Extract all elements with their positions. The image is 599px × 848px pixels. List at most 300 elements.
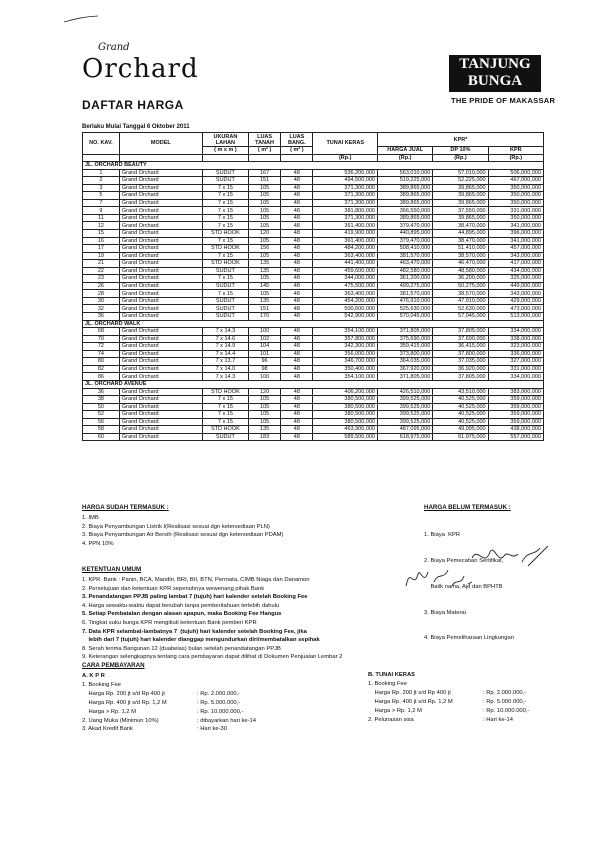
- table-row: [83, 388, 544, 396]
- cash-price: 371,300,000: [313, 192, 378, 200]
- section-title: JL. ORCHARD WALK: [83, 320, 544, 328]
- building-area: 48: [281, 335, 313, 343]
- table-row: [83, 418, 544, 426]
- payment-label: 2. Pelunasan sisa: [368, 716, 414, 723]
- land-area: 167: [248, 169, 280, 177]
- sale-price: 618,975,000: [378, 433, 433, 441]
- kav-number: 82: [83, 365, 120, 373]
- kav-number: 11: [83, 214, 120, 222]
- land-size: SUDUT: [202, 313, 248, 321]
- model-name: Grand Orchard: [119, 184, 202, 192]
- cash-price: 350,400,000: [313, 365, 378, 373]
- kpr-amount: 350,000,000: [488, 214, 543, 222]
- land-size: 7 x 13.7: [202, 358, 248, 366]
- kpr-amount: 457,000,000: [488, 245, 543, 253]
- sale-price: 389,865,000: [378, 192, 433, 200]
- sale-price: 508,410,000: [378, 245, 433, 253]
- payment-label: 1. Booking Fee: [82, 681, 121, 688]
- unit-bang: ( m² ): [281, 147, 313, 155]
- excluded-item: 1. Biaya KPR: [424, 532, 461, 539]
- kav-number: 16: [83, 237, 120, 245]
- model-name: Grand Orchard: [119, 207, 202, 215]
- building-area: 48: [281, 237, 313, 245]
- cash-price: 361,400,000: [313, 222, 378, 230]
- kav-number: 1: [83, 169, 120, 177]
- kav-number: 12: [83, 222, 120, 230]
- down-payment: 40,525,000: [433, 403, 488, 411]
- payment-label: Harga Rp. 400 jt s/d Rp. 1,2 M: [368, 698, 453, 705]
- building-area: 48: [281, 365, 313, 373]
- down-payment: 48,580,000: [433, 267, 488, 275]
- land-area: 105: [248, 411, 280, 419]
- model-name: Grand Orchard: [119, 267, 202, 275]
- included-item: 2. Biaya Penyambungan Listrik I(Realisasi sesuai dgn ketersediaan PLN): [82, 523, 270, 530]
- down-payment: 38,470,000: [433, 237, 488, 245]
- land-area: 120: [248, 230, 280, 238]
- kav-number: 26: [83, 282, 120, 290]
- kpr-amount: 359,000,000: [488, 418, 543, 426]
- model-name: Grand Orchard: [119, 169, 202, 177]
- terms-item: 6. Tingkat suku bunga KPR mengikuti ketentuan Bank pemberi KPR: [82, 619, 257, 626]
- down-payment: 38,570,000: [433, 290, 488, 298]
- cash-price: 589,500,000: [313, 433, 378, 441]
- payment-label: Harga Rp. 400 jt s/d Rp. 1,2 M: [82, 699, 167, 706]
- table-row: [83, 260, 544, 268]
- kpr-amount: 350,000,000: [488, 192, 543, 200]
- kpr-amount: 359,000,000: [488, 411, 543, 419]
- land-area: 105: [248, 237, 280, 245]
- header-luas-tanah: LUAS TANAH: [248, 133, 280, 147]
- kav-number: 60: [83, 433, 120, 441]
- included-item: 3. Biaya Penyambungan Air Bersih (Realisasi sesuai dgn ketersediaan PDAM): [82, 532, 284, 539]
- cash-price: 484,200,000: [313, 245, 378, 253]
- land-area: 105: [248, 403, 280, 411]
- payment-value: : Rp. 2.000.000,-: [483, 689, 527, 696]
- kav-number: 21: [83, 260, 120, 268]
- terms-item: 8. Serah terima Bangunan 12 (duabelas) bulan setelah penandatangan PPJB: [82, 645, 281, 652]
- header-no-kav: NO. KAV.: [83, 133, 120, 155]
- sale-price: 399,525,000: [378, 396, 433, 404]
- model-name: Grand Orchard: [119, 199, 202, 207]
- payment-line: [82, 708, 362, 717]
- down-payment: 61,975,000: [433, 433, 488, 441]
- payment-value: : Rp. 5.000.000,-: [197, 699, 241, 706]
- land-size: SUDUT: [202, 177, 248, 185]
- table-row: [83, 252, 544, 260]
- down-payment: 49,095,000: [433, 426, 488, 434]
- payment-label: Harga Rp. 200 jt s/d Rp 400 jt: [82, 690, 165, 697]
- kpr-amount: 343,000,000: [488, 290, 543, 298]
- table-row: [83, 365, 544, 373]
- kpr-amount: 429,000,000: [488, 297, 543, 305]
- model-name: Grand Orchard: [119, 245, 202, 253]
- sale-price: 375,690,000: [378, 335, 433, 343]
- sale-price: 426,510,000: [378, 388, 433, 396]
- kav-number: 36: [83, 313, 120, 321]
- land-area: 151: [248, 305, 280, 313]
- down-payment: 40,525,000: [433, 396, 488, 404]
- sale-price: 367,920,000: [378, 365, 433, 373]
- model-name: Grand Orchard: [119, 411, 202, 419]
- land-size: STD HOOK: [202, 260, 248, 268]
- kav-number: 52: [83, 411, 120, 419]
- developer-logo: [449, 55, 541, 92]
- excluded-item: 3. Biaya Materai: [424, 609, 466, 616]
- section-title: JL. ORCHARD BEAUTY: [83, 162, 544, 170]
- table-row: [83, 373, 544, 381]
- kpr-amount: 331,000,000: [488, 365, 543, 373]
- sale-price: 379,470,000: [378, 222, 433, 230]
- terms-item: 2. Persetujuan dan ketentuan KPR sepenuhnya wewenang pihak Bank: [82, 585, 265, 592]
- building-area: 48: [281, 305, 313, 313]
- down-payment: 52,630,000: [433, 305, 488, 313]
- building-area: 48: [281, 275, 313, 283]
- cash-price: 346,700,000: [313, 358, 378, 366]
- header-tunai-keras: TUNAI KERAS: [313, 133, 378, 155]
- cash-price: 380,500,000: [313, 411, 378, 419]
- model-name: Grand Orchard: [119, 403, 202, 411]
- header-harga-jual: HARGA JUAL: [378, 147, 433, 155]
- land-size: 7 x 14.0: [202, 365, 248, 373]
- building-area: 48: [281, 252, 313, 260]
- land-size: STD HOOK: [202, 388, 248, 396]
- sale-price: 371,805,000: [378, 328, 433, 336]
- kpr-amount: 434,000,000: [488, 267, 543, 275]
- table-row: [83, 169, 544, 177]
- payment-value: : dibayarkan hari ke-14: [197, 717, 256, 724]
- model-name: Grand Orchard: [119, 365, 202, 373]
- table-row: [83, 313, 544, 321]
- cash-price: 357,800,000: [313, 335, 378, 343]
- header-kpr: KPR*: [378, 133, 544, 147]
- kav-number: 7: [83, 199, 120, 207]
- kav-number: 23: [83, 275, 120, 283]
- sale-price: 482,580,000: [378, 267, 433, 275]
- kav-number: 28: [83, 290, 120, 298]
- land-size: SUDUT: [202, 282, 248, 290]
- building-area: 48: [281, 290, 313, 298]
- kpr-amount: 557,000,000: [488, 433, 543, 441]
- land-size: SUDUT: [202, 305, 248, 313]
- kav-number: 17: [83, 245, 120, 253]
- table-row: [83, 230, 544, 238]
- land-size: SUDUT: [202, 267, 248, 275]
- sale-price: 440,895,000: [378, 230, 433, 238]
- kav-number: 5: [83, 192, 120, 200]
- building-area: 48: [281, 350, 313, 358]
- land-size: SUDUT: [202, 433, 248, 441]
- payment-value: : Rp. 10.000.000,-: [197, 708, 244, 715]
- terms-item: 5. Setiap Pembatalan dengan alasan apapun, maka Booking Fee Hangus: [82, 611, 282, 618]
- sale-price: 381,570,000: [378, 290, 433, 298]
- kav-number: 70: [83, 335, 120, 343]
- land-area: 105: [248, 290, 280, 298]
- payment-value: : Rp. 2.000.000,-: [197, 690, 241, 697]
- model-name: Grand Orchard: [119, 275, 202, 283]
- section-row: [83, 380, 544, 388]
- land-size: 7 x 15: [202, 411, 248, 419]
- sale-price: 366,550,000: [378, 207, 433, 215]
- payment-label: Harga Rp. 200 jt s/d Rp 400 jt: [368, 689, 451, 696]
- unit-rp-kpr: (Rp.): [488, 154, 543, 162]
- payment-kpr-title: A. K P R: [82, 673, 105, 679]
- payment-value: : Hari ke-14: [483, 716, 513, 723]
- down-payment: 39,865,000: [433, 214, 488, 222]
- down-payment: 37,035,000: [433, 358, 488, 366]
- table-row: [83, 403, 544, 411]
- land-area: 151: [248, 177, 280, 185]
- terms-item: 7. Data KPR selambat-lambatnya 7 (tujuh) hari kalender setelah Booking Fee, jika: [82, 628, 307, 635]
- model-name: Grand Orchard: [119, 426, 202, 434]
- payment-line: [368, 680, 568, 689]
- land-area: 183: [248, 433, 280, 441]
- unit-tanah: ( m² ): [248, 147, 280, 155]
- cash-price: 380,500,000: [313, 403, 378, 411]
- cash-price: 459,600,000: [313, 267, 378, 275]
- land-area: 135: [248, 267, 280, 275]
- kpr-amount: 327,000,000: [488, 358, 543, 366]
- kpr-amount: 467,000,000: [488, 177, 543, 185]
- model-name: Grand Orchard: [119, 305, 202, 313]
- kpr-amount: 334,000,000: [488, 373, 543, 381]
- building-area: 48: [281, 403, 313, 411]
- table-row: [83, 275, 544, 283]
- kav-number: 32: [83, 305, 120, 313]
- sale-price: 371,805,000: [378, 373, 433, 381]
- land-size: 7 x 14.6: [202, 335, 248, 343]
- land-area: 145: [248, 282, 280, 290]
- brand-grand: Grand: [98, 42, 130, 53]
- table-row: [83, 335, 544, 343]
- cash-price: 454,200,000: [313, 297, 378, 305]
- table-row: [83, 297, 544, 305]
- building-area: 48: [281, 313, 313, 321]
- sale-price: 563,010,000: [378, 169, 433, 177]
- kpr-amount: 343,000,000: [488, 252, 543, 260]
- payment-cash-title: B. TUNAI KERAS: [368, 672, 416, 678]
- down-payment: 57,045,000: [433, 313, 488, 321]
- building-area: 48: [281, 184, 313, 192]
- land-size: SUDUT: [202, 297, 248, 305]
- model-name: Grand Orchard: [119, 388, 202, 396]
- model-name: Grand Orchard: [119, 358, 202, 366]
- payment-line: [368, 698, 568, 707]
- unit-rp-harga: (Rp.): [378, 154, 433, 162]
- table-row: [83, 305, 544, 313]
- building-area: 48: [281, 199, 313, 207]
- sale-price: 476,910,000: [378, 297, 433, 305]
- down-payment: 50,275,000: [433, 282, 488, 290]
- table-row: [83, 426, 544, 434]
- brand-orchard: Orchard: [82, 54, 199, 84]
- included-section: [82, 504, 382, 548]
- land-area: 100: [248, 373, 280, 381]
- down-payment: 37,805,000: [433, 328, 488, 336]
- sale-price: 463,470,000: [378, 260, 433, 268]
- kav-number: 15: [83, 230, 120, 238]
- down-payment: 40,525,000: [433, 418, 488, 426]
- down-payment: 39,865,000: [433, 199, 488, 207]
- model-name: Grand Orchard: [119, 343, 202, 351]
- building-area: 48: [281, 169, 313, 177]
- cash-price: 381,800,000: [313, 207, 378, 215]
- down-payment: 46,470,000: [433, 260, 488, 268]
- down-payment: 36,200,000: [433, 275, 488, 283]
- kpr-amount: 506,000,000: [488, 169, 543, 177]
- sale-price: 525,630,000: [378, 305, 433, 313]
- land-size: 7 x 15: [202, 199, 248, 207]
- cash-price: 463,900,000: [313, 426, 378, 434]
- land-area: 105: [248, 199, 280, 207]
- land-size: 7 x 15: [202, 184, 248, 192]
- building-area: 48: [281, 396, 313, 404]
- sale-price: 389,865,000: [378, 214, 433, 222]
- cash-price: 361,400,000: [313, 237, 378, 245]
- model-name: Grand Orchard: [119, 418, 202, 426]
- header-ukuran-lahan: UKURAN LAHAN: [202, 133, 248, 147]
- kpr-amount: 350,000,000: [488, 184, 543, 192]
- building-area: 48: [281, 433, 313, 441]
- payment-label: 1. Booking Fee: [368, 680, 407, 687]
- pen-mark: [62, 14, 102, 24]
- land-area: 170: [248, 313, 280, 321]
- cash-price: 344,000,000: [313, 275, 378, 283]
- table-row: [83, 328, 544, 336]
- kpr-amount: 341,000,000: [488, 222, 543, 230]
- model-name: Grand Orchard: [119, 177, 202, 185]
- excluded-title: HARGA BELUM TERMASUK :: [424, 504, 511, 511]
- excluded-item: 4. Biaya Pemeliharaan Lingkungan: [424, 635, 514, 642]
- land-area: 105: [248, 184, 280, 192]
- land-area: 102: [248, 335, 280, 343]
- included-item: 1. IMB: [82, 515, 99, 521]
- header-dp: DP 10%: [433, 147, 488, 155]
- land-size: 7 x 14.9: [202, 343, 248, 351]
- model-name: Grand Orchard: [119, 373, 202, 381]
- land-area: 101: [248, 350, 280, 358]
- model-name: Grand Orchard: [119, 335, 202, 343]
- kav-number: 3: [83, 184, 120, 192]
- sale-price: 389,865,000: [378, 199, 433, 207]
- land-size: 7 x 15: [202, 403, 248, 411]
- table-row: [83, 199, 544, 207]
- land-size: SUDUT: [202, 169, 248, 177]
- kpr-amount: 383,000,000: [488, 388, 543, 396]
- sale-price: 570,045,000: [378, 313, 433, 321]
- kav-number: 9: [83, 207, 120, 215]
- payment-line: [82, 699, 362, 708]
- cash-price: 542,900,000: [313, 313, 378, 321]
- payment-line: [368, 716, 568, 725]
- kav-number: 86: [83, 373, 120, 381]
- section-row: [83, 162, 544, 170]
- section-title: JL. ORCHARD AVENUE: [83, 380, 544, 388]
- sale-price: 399,525,000: [378, 411, 433, 419]
- payment-value: : Rp. 10.000.000,-: [483, 707, 530, 714]
- land-area: 105: [248, 396, 280, 404]
- table-row: [83, 343, 544, 351]
- kpr-amount: 334,000,000: [488, 328, 543, 336]
- kav-number: 56: [83, 418, 120, 426]
- model-name: Grand Orchard: [119, 230, 202, 238]
- cash-price: 371,300,000: [313, 214, 378, 222]
- model-name: Grand Orchard: [119, 222, 202, 230]
- building-area: 48: [281, 214, 313, 222]
- down-payment: 36,415,000: [433, 343, 488, 351]
- payment-label: Harga > Rp. 1,2 M: [368, 707, 422, 714]
- down-payment: 36,920,000: [433, 365, 488, 373]
- kav-number: 50: [83, 403, 120, 411]
- cash-price: 536,200,000: [313, 169, 378, 177]
- kpr-amount: 338,000,000: [488, 335, 543, 343]
- table-row: [83, 433, 544, 441]
- building-area: 48: [281, 207, 313, 215]
- land-area: 104: [248, 343, 280, 351]
- terms-item: 1. KPR Bank : Panin, BCA, Mandiri, BRI, BII, BTN, Permata, CIMB Niaga dan Danamon: [82, 577, 310, 583]
- kav-number: 2: [83, 177, 120, 185]
- kpr-amount: 417,000,000: [488, 260, 543, 268]
- land-area: 100: [248, 328, 280, 336]
- land-size: 7 x 15: [202, 214, 248, 222]
- down-payment: 37,690,000: [433, 335, 488, 343]
- building-area: 48: [281, 222, 313, 230]
- down-payment: 38,470,000: [433, 222, 488, 230]
- land-area: 135: [248, 297, 280, 305]
- kpr-amount: 359,000,000: [488, 396, 543, 404]
- down-payment: 37,805,000: [433, 373, 488, 381]
- developer-tagline: THE PRIDE OF MAKASSAR: [451, 96, 556, 105]
- land-area: 105: [248, 207, 280, 215]
- sale-price: 379,470,000: [378, 237, 433, 245]
- land-area: 135: [248, 426, 280, 434]
- terms-item: 3. Penandatangan PPJB paling lambat 7 (tujuh) hari kalender setelah Booking Fee: [82, 594, 308, 601]
- sale-price: 381,570,000: [378, 252, 433, 260]
- sale-price: 487,095,000: [378, 426, 433, 434]
- model-name: Grand Orchard: [119, 192, 202, 200]
- land-size: 7 x 15: [202, 252, 248, 260]
- model-name: Grand Orchard: [119, 214, 202, 222]
- land-area: 98: [248, 365, 280, 373]
- kav-number: 36: [83, 388, 120, 396]
- kpr-amount: 359,000,000: [488, 403, 543, 411]
- table-row: [83, 358, 544, 366]
- kpr-amount: 438,000,000: [488, 426, 543, 434]
- down-payment: 43,510,000: [433, 388, 488, 396]
- table-row: [83, 350, 544, 358]
- table-row: [83, 207, 544, 215]
- kpr-amount: 341,000,000: [488, 237, 543, 245]
- payment-line: [82, 681, 362, 690]
- model-name: Grand Orchard: [119, 282, 202, 290]
- building-area: 48: [281, 358, 313, 366]
- land-size: 7 x 14.3: [202, 373, 248, 381]
- model-name: Grand Orchard: [119, 237, 202, 245]
- table-row: [83, 222, 544, 230]
- header-model: MODEL: [119, 133, 202, 155]
- sale-price: 399,525,000: [378, 403, 433, 411]
- table-row: [83, 290, 544, 298]
- validity-date: Berlaku Mulai Tanggal 6 Oktober 2011: [82, 124, 190, 130]
- payment-line: [82, 690, 362, 699]
- cash-price: 363,400,000: [313, 290, 378, 298]
- cash-price: 354,100,000: [313, 328, 378, 336]
- building-area: 48: [281, 388, 313, 396]
- payment-line: [368, 707, 568, 716]
- kav-number: 68: [83, 328, 120, 336]
- down-payment: 52,225,000: [433, 177, 488, 185]
- kav-number: 38: [83, 396, 120, 404]
- cash-price: 356,000,000: [313, 350, 378, 358]
